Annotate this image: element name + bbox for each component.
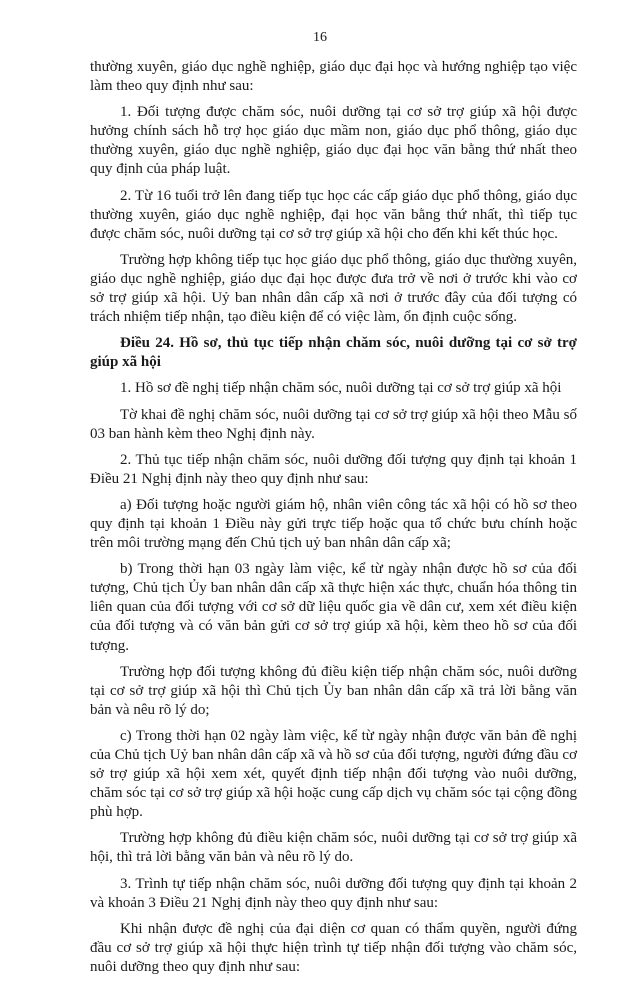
paragraph: Trường hợp không đủ điều kiện chăm sóc, nuôi dưỡng tại cơ sở trợ giúp xã hội, thì trả lời bằng văn bản và nêu rõ lý do. — [90, 830, 577, 866]
document-body — [90, 58, 577, 984]
paragraph: Trường hợp đối tượng không đủ điều kiện tiếp nhận chăm sóc, nuôi dưỡng tại cơ sở trợ giúp xã hội thì Chủ tịch Ủy ban nhân dân cấp xã trả lời bằng văn bản và nêu rõ lý do; — [90, 663, 577, 718]
paragraph: 1. Đối tượng được chăm sóc, nuôi dưỡng tại cơ sở trợ giúp xã hội được hưởng chính sách hỗ trợ học giáo dục mầm non, giáo dục phổ thông, giáo dục thường xuyên, giáo dục nghề nghiệp, giáo dục đại học văn bằng thứ nhất theo quy định của pháp luật. — [90, 104, 577, 178]
paragraph: b) Trong thời hạn 03 ngày làm việc, kể từ ngày nhận được hồ sơ của đối tượng, Chủ tịch Ủy ban nhân dân cấp xã thực hiện xác thực, chuẩn hóa thông tin liên quan của đối tượng với cơ sở dữ liệu quốc gia về dân cư, xem xét điều kiện của đối tượng và có văn bản gửi cơ sở trợ giúp xã hội, kèm theo hồ sơ của đối tượng. — [90, 561, 577, 654]
paragraph: Tờ khai đề nghị chăm sóc, nuôi dưỡng tại cơ sở trợ giúp xã hội theo Mẫu số 03 ban hành kèm theo Nghị định này. — [90, 406, 577, 442]
paragraph: 1. Hồ sơ đề nghị tiếp nhận chăm sóc, nuôi dưỡng tại cơ sở trợ giúp xã hội — [120, 380, 562, 397]
paragraph: 3. Trình tự tiếp nhận chăm sóc, nuôi dưỡng đối tượng quy định tại khoản 2 và khoản 3 Điều 21 Nghị định này theo quy định như sau: — [90, 875, 577, 911]
paragraph: 2. Thủ tục tiếp nhận chăm sóc, nuôi dưỡng đối tượng quy định tại khoản 1 Điều 21 Nghị định này theo quy định như sau: — [90, 451, 577, 487]
paragraph: c) Trong thời hạn 02 ngày làm việc, kể từ ngày nhận được văn bản đề nghị của Chủ tịch Uỷ ban nhân dân cấp xã và hồ sơ của đối tượng, người đứng đầu cơ sở trợ giúp xã hội xem xét, quyết định tiếp nhận đối tượng vào nuôi dưỡng, chăm sóc tại cơ sở trợ giúp xã hội hoặc cung cấp dịch vụ chăm sóc tại cộng đồng phù hợp. — [90, 727, 577, 821]
paragraph: a) Đối tượng hoặc người giám hộ, nhân viên công tác xã hội có hồ sơ theo quy định tại khoản 1 Điều này gửi trực tiếp hoặc qua tổ chức bưu chính hoặc trên môi trường mạng đến Chủ tịch uỷ ban nhân dân cấp xã; — [90, 496, 577, 552]
page-number: 16 — [313, 30, 327, 45]
paragraph: thường xuyên, giáo dục nghề nghiệp, giáo dục đại học và hướng nghiệp tạo việc làm theo quy định như sau: — [90, 59, 577, 95]
paragraph: Khi nhận được đề nghị của đại diện cơ quan có thẩm quyền, người đứng đầu cơ sở trợ giúp xã hội thực hiện trình tự tiếp nhận đối tượng vào chăm sóc, nuôi dưỡng theo quy định như sau: — [90, 920, 577, 975]
article-heading: Điều 24. Hồ sơ, thủ tục tiếp nhận chăm sóc, nuôi dưỡng tại cơ sở trợ giúp xã hội — [90, 335, 577, 371]
paragraph: 2. Từ 16 tuổi trở lên đang tiếp tục học các cấp giáo dục phổ thông, giáo dục thường xuyên, giáo dục nghề nghiệp, đại học văn bằng thứ nhất, thì tiếp tục được chăm sóc, nuôi dưỡng tại cơ sở trợ giúp xã hội cho đến khi kết thúc học. — [90, 187, 577, 242]
paragraph: Trường hợp không tiếp tục học giáo dục phổ thông, giáo dục thường xuyên, giáo dục nghề nghiệp, giáo dục đại học được đưa trở về nơi ở trước khi vào cơ sở trợ giúp xã hội. Uỷ ban nhân dân cấp xã nơi ở trước đây của đối tượng có trách nhiệm tiếp nhận, tạo điều kiện để có việc làm, ổn định cuộc sống. — [90, 251, 577, 326]
